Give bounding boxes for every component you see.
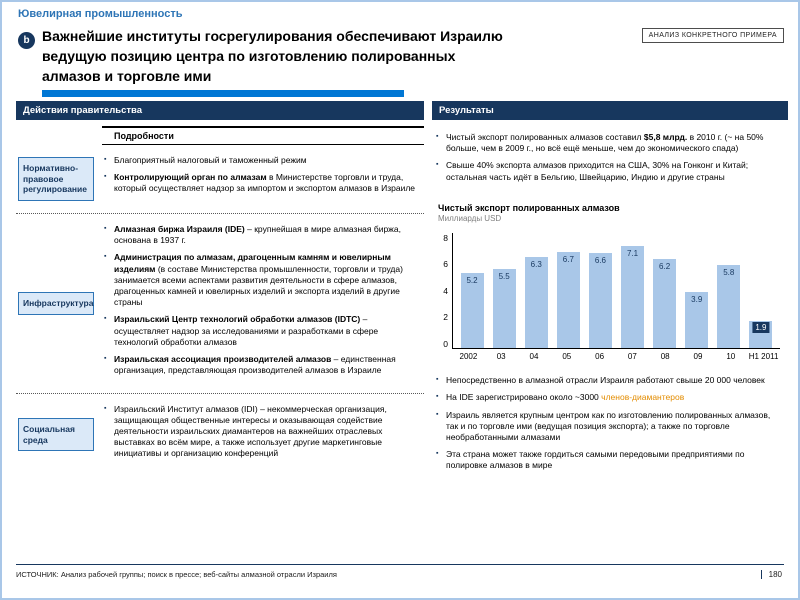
bar-rect <box>557 252 580 348</box>
bullet-item <box>434 392 782 403</box>
row-bullet-list <box>102 153 424 205</box>
bar-value-label: 5.5 <box>498 271 510 281</box>
bar-rect <box>749 321 772 348</box>
bar-value-label: 3.9 <box>691 294 703 304</box>
bar-value-label: 6.7 <box>562 254 574 264</box>
results-column <box>432 101 788 480</box>
text-segment: Израильский Институт алмазов (IDI) – некоммерческая организация, защищающая общественные интересы и оказывающая содействие деятельности израильских диамантеров на важнейших отраслевых выставках во всём мире, а также использует другие маркетинговые инициативы и организацию конференций <box>114 403 387 459</box>
left-row <box>16 145 424 213</box>
left-column-header: Действия правительства <box>16 101 424 120</box>
bar <box>520 233 552 348</box>
bar-category-label: 06 <box>595 351 605 361</box>
y-tick-label: 8 <box>443 232 448 243</box>
text-segment: членов-диамантеров <box>601 392 685 403</box>
bar-value-label: 6.3 <box>530 260 542 270</box>
text-segment: – единственная организация, представляющая производителей алмазов в Израиле <box>114 354 396 376</box>
y-tick-label: 2 <box>443 312 448 323</box>
bar <box>584 233 616 348</box>
text-segment: $5,8 млрд. <box>643 132 688 142</box>
row-label-column <box>16 222 102 385</box>
bar <box>456 233 488 348</box>
text-segment: Израильский Центр технологий обработки алмазов (IDTC) <box>114 314 361 325</box>
bar-category-label: 2002 <box>459 351 478 361</box>
bullet-item <box>102 224 420 246</box>
bullet-item <box>102 252 420 308</box>
row-label-column <box>16 402 102 468</box>
bullet-item <box>102 172 420 194</box>
slide-title: Важнейшие институты госрегулирования обеспечивают Израилю ведущую позицию центра по изготовлению полированных алмазов и торговле ими <box>42 28 503 84</box>
bar-value-label: 7.1 <box>626 248 639 258</box>
left-row <box>16 393 424 476</box>
row-label-column <box>16 153 102 205</box>
bullet-item <box>434 160 782 182</box>
results-top-list <box>434 130 786 191</box>
bullet-item <box>434 375 782 386</box>
bar-value-label: 6.6 <box>594 256 606 265</box>
bar-rect <box>621 246 644 348</box>
left-rows <box>16 145 424 476</box>
bar <box>552 233 584 348</box>
text-segment: Непосредственно в алмазной отрасли Израиля работают свыше 20 000 человек <box>446 375 765 386</box>
bullet-item <box>434 449 782 471</box>
bar-value-label: 5.8 <box>723 267 735 277</box>
bar-category-label: 04 <box>529 351 539 361</box>
text-segment: Израильская ассоциация производителей алмазов <box>114 354 332 365</box>
bar-rect <box>685 292 708 348</box>
bar-rect <box>461 273 484 348</box>
section-eyebrow: Ювелирная промышленность <box>18 8 183 20</box>
row-label-box: Социальная среда <box>18 418 94 451</box>
bar-rect <box>653 259 676 348</box>
bar-value-label: 6.2 <box>659 261 671 271</box>
details-subheader: Подробности <box>102 126 424 145</box>
case-study-tag: АНАЛИЗ КОНКРЕТНОГО ПРИМЕРА <box>642 28 784 43</box>
y-tick-label: 0 <box>443 338 448 349</box>
chart-categories <box>452 352 780 361</box>
bar-category-label: 03 <box>496 351 506 361</box>
text-segment: Администрация по алмазам, драгоценным камням и ювелирным изделиям <box>114 252 391 274</box>
row-bullet-list <box>102 402 424 468</box>
bullet-item <box>102 155 420 166</box>
bullet-item <box>102 314 420 348</box>
text-segment: – осуществляет надзор за исследованиями и разработками в сфере технологий обработки алмазов <box>114 314 379 347</box>
bar-rect <box>493 269 516 348</box>
text-segment: Чистый экспорт полированных алмазов составил <box>446 132 644 142</box>
chart-yaxis <box>438 233 452 349</box>
results-body <box>432 120 788 480</box>
bar <box>745 233 777 348</box>
bar-rect <box>717 265 740 348</box>
text-segment: Свыше 40% экспорта алмазов приходится на США, 30% на Гонконг и Китай; остальная часть идёт в Бельгию, Швейцарию, Индию и другие страны <box>446 160 749 182</box>
slide-marker-badge: b <box>18 32 35 49</box>
text-segment: в 2010 г. (~ на 50% больше, чем в 2009 г., но всё ещё меньше, чем до экономического спада) <box>446 132 764 154</box>
y-tick-label: 6 <box>443 259 448 270</box>
page-number: 180 <box>761 570 784 579</box>
row-bullet-list <box>102 222 424 385</box>
y-tick-label: 4 <box>443 285 448 296</box>
bar-category-label: 05 <box>562 351 572 361</box>
bar-category-label: H1 2011 <box>748 351 779 361</box>
bar-chart <box>438 233 780 349</box>
chart-subtitle: Миллиарды USD <box>438 213 502 223</box>
government-actions-column <box>16 101 424 476</box>
bullet-item <box>434 132 782 154</box>
text-segment: Израиль является крупным центром как по изготовлению полированных алмазов, так и по торговле ими (ведущая позиция экспорта); а также по торговле необработанными алмазами <box>446 409 771 442</box>
bar <box>616 233 648 348</box>
bar-rect <box>589 253 612 348</box>
text-segment: Эта страна может также гордиться самыми передовыми предприятиями по полировке алмазов в мире <box>446 449 745 471</box>
source-note: ИСТОЧНИК: Анализ рабочей группы; поиск в прессе; веб-сайты алмазной отрасли Израиля <box>16 570 337 579</box>
right-column-header: Результаты <box>432 101 788 120</box>
bar-value-label: 1.9 <box>752 322 769 333</box>
chart-plot <box>452 233 780 349</box>
text-segment: (в составе Министерства промышленности, торговли и труда) занимается всеми аспектами развития деятельности в сфере алмазов, драгоценных камней и ювелирных изделий и экспорта изделий в другие страны <box>114 263 403 308</box>
bar <box>649 233 681 348</box>
text-segment: Контролирующий орган по алмазам <box>114 172 267 183</box>
bar <box>488 233 520 348</box>
text-segment: в Министерстве торговли и труда, который осуществляет надзор за импортом и экспортом алмазов в Израиле <box>114 172 416 194</box>
bar-category-label: 07 <box>627 351 637 361</box>
text-segment: Благоприятный налоговый и таможенный режим <box>114 155 307 165</box>
bar-category-label: 10 <box>726 351 736 361</box>
bar <box>681 233 713 348</box>
title-underline-bar <box>42 90 404 97</box>
results-bottom-list <box>434 373 786 480</box>
bullet-item <box>102 354 420 376</box>
bullet-item <box>434 410 782 444</box>
footer <box>16 564 784 579</box>
bar-category-label: 09 <box>693 351 703 361</box>
bullet-item <box>102 404 420 460</box>
row-label-box: Инфраструктура <box>18 292 94 315</box>
bar-category-label: 08 <box>660 351 670 361</box>
left-row <box>16 213 424 393</box>
bar <box>713 233 745 348</box>
chart-title: Чистый экспорт полированных алмазов <box>438 202 620 213</box>
text-segment: – крупнейшая в мире алмазная биржа, основана в 1937 г. <box>114 223 401 246</box>
bar-rect <box>525 257 548 348</box>
text-segment: Алмазная биржа Израиля (IDE) <box>114 223 245 234</box>
bar-value-label: 5.2 <box>466 276 478 286</box>
text-segment: На IDE зарегистрировано около ~3000 <box>446 392 602 403</box>
row-label-box: Нормативно-правовое регулирование <box>18 157 94 201</box>
